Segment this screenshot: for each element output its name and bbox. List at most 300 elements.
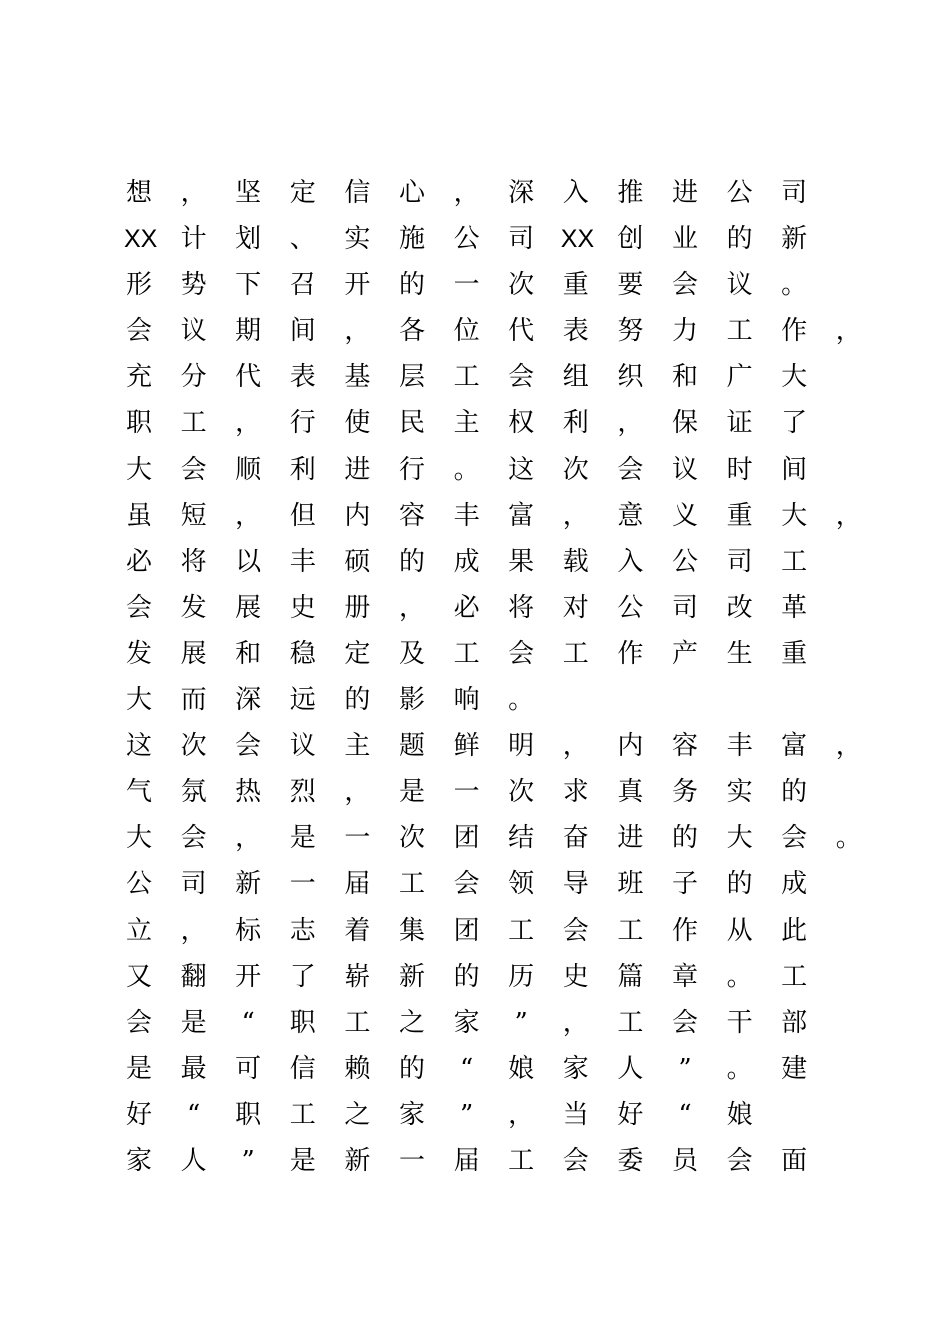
body-text bbox=[124, 170, 862, 1184]
text-glyph: 利 bbox=[562, 408, 589, 439]
text-line bbox=[125, 216, 845, 262]
text-glyph: ， bbox=[562, 500, 589, 531]
text-glyph: “ bbox=[678, 1099, 692, 1130]
text-glyph: 是 bbox=[289, 823, 316, 854]
text-glyph: ， bbox=[508, 1099, 535, 1130]
text-glyph: 此 bbox=[781, 915, 808, 946]
text-line bbox=[125, 170, 845, 216]
text-glyph: 要 bbox=[617, 270, 644, 301]
text-glyph: 次 bbox=[562, 454, 589, 485]
text-glyph: 各 bbox=[398, 316, 425, 347]
text-glyph: 会 bbox=[671, 1007, 698, 1038]
text-glyph: 下 bbox=[235, 270, 262, 301]
text-glyph: 容 bbox=[671, 731, 698, 762]
text-glyph: 进 bbox=[344, 454, 371, 485]
text-glyph: 必 bbox=[453, 592, 480, 623]
text-glyph: 工 bbox=[289, 1099, 316, 1130]
text-glyph: ” bbox=[678, 1053, 692, 1084]
text-glyph: 司 bbox=[671, 592, 698, 623]
text-glyph: 推 bbox=[617, 178, 644, 208]
text-glyph: 一 bbox=[344, 823, 371, 854]
text-glyph: 丰 bbox=[453, 500, 480, 531]
text-glyph: 。 bbox=[726, 1053, 753, 1084]
text-glyph: 是 bbox=[180, 1007, 207, 1038]
text-glyph: 将 bbox=[180, 546, 207, 577]
text-glyph: ， bbox=[835, 731, 862, 762]
text-glyph: ， bbox=[344, 316, 371, 347]
text-glyph: 会 bbox=[562, 1145, 589, 1176]
text-glyph: 广 bbox=[726, 362, 753, 393]
text-line bbox=[125, 1092, 845, 1138]
text-glyph: 这 bbox=[125, 731, 152, 762]
text-glyph: 表 bbox=[289, 362, 316, 393]
text-glyph: 议 bbox=[180, 316, 207, 347]
text-glyph: 革 bbox=[781, 592, 808, 623]
text-glyph: 会 bbox=[508, 362, 535, 393]
text-glyph: 重 bbox=[781, 638, 808, 669]
text-glyph: 展 bbox=[235, 592, 262, 623]
text-glyph: 果 bbox=[508, 546, 535, 577]
text-glyph: 会 bbox=[671, 270, 698, 301]
text-glyph: 代 bbox=[235, 362, 262, 393]
text-glyph: 改 bbox=[726, 592, 753, 623]
text-glyph: 工 bbox=[344, 1007, 371, 1038]
text-glyph: 入 bbox=[617, 546, 644, 577]
text-glyph: 届 bbox=[344, 869, 371, 900]
text-glyph: 氛 bbox=[180, 777, 207, 808]
text-line bbox=[125, 723, 862, 769]
text-glyph: 的 bbox=[781, 777, 808, 808]
text-glyph: 虽 bbox=[125, 500, 152, 531]
text-glyph: 的 bbox=[671, 823, 698, 854]
text-glyph: 的 bbox=[398, 270, 425, 301]
text-glyph: 最 bbox=[180, 1053, 207, 1084]
text-line bbox=[125, 447, 845, 493]
text-glyph: 短 bbox=[180, 500, 207, 531]
text-glyph: 发 bbox=[125, 638, 152, 669]
text-glyph: 又 bbox=[125, 961, 152, 992]
text-glyph: 员 bbox=[671, 1145, 698, 1176]
text-glyph: 期 bbox=[235, 316, 262, 347]
text-glyph: 家 bbox=[125, 1145, 152, 1176]
text-glyph: 坚 bbox=[235, 178, 262, 208]
text-glyph: 工 bbox=[617, 915, 644, 946]
text-glyph: 公 bbox=[453, 224, 480, 255]
text-glyph: 努 bbox=[617, 316, 644, 347]
text-glyph: 之 bbox=[344, 1099, 371, 1130]
text-glyph: 而 bbox=[180, 685, 207, 716]
text-glyph: 司 bbox=[726, 546, 753, 577]
text-glyph: 表 bbox=[562, 316, 589, 347]
text-glyph: 工 bbox=[562, 638, 589, 669]
text-glyph: 的 bbox=[398, 546, 425, 577]
text-glyph: 组 bbox=[562, 362, 589, 393]
text-glyph: 真 bbox=[617, 777, 644, 808]
text-line bbox=[125, 861, 845, 907]
text-glyph: ， bbox=[398, 592, 425, 623]
text-glyph: 以 bbox=[235, 546, 262, 577]
text-glyph: 章 bbox=[671, 961, 698, 992]
text-glyph: 公 bbox=[726, 178, 753, 208]
text-glyph: 入 bbox=[562, 178, 589, 208]
text-glyph: ， bbox=[235, 408, 262, 439]
text-glyph: 民 bbox=[398, 408, 425, 439]
text-glyph: 义 bbox=[671, 500, 698, 531]
text-glyph: 届 bbox=[453, 1145, 480, 1176]
text-glyph: 公 bbox=[671, 546, 698, 577]
text-glyph: 保 bbox=[671, 408, 698, 439]
text-glyph: 次 bbox=[508, 270, 535, 301]
text-glyph: 司 bbox=[781, 178, 808, 208]
text-glyph: 领 bbox=[508, 869, 535, 900]
text-line bbox=[125, 954, 845, 1000]
text-glyph: 工 bbox=[180, 408, 207, 439]
text-glyph: 位 bbox=[453, 316, 480, 347]
text-line bbox=[125, 769, 845, 815]
text-glyph: ， bbox=[180, 178, 207, 208]
text-glyph: 对 bbox=[562, 592, 589, 623]
text-glyph: 会 bbox=[726, 1145, 753, 1176]
text-glyph: 容 bbox=[398, 500, 425, 531]
text-glyph: 会 bbox=[180, 823, 207, 854]
text-glyph: 。 bbox=[835, 823, 862, 854]
text-glyph: 历 bbox=[508, 961, 535, 992]
text-glyph: 议 bbox=[289, 731, 316, 762]
text-glyph: 远 bbox=[289, 685, 316, 716]
text-glyph: 计 bbox=[180, 224, 207, 255]
text-glyph: 好 bbox=[125, 1099, 152, 1130]
text-glyph: ” bbox=[459, 1099, 474, 1130]
text-glyph: 会 bbox=[508, 638, 535, 669]
text-glyph: 开 bbox=[344, 270, 371, 301]
text-line bbox=[125, 262, 845, 308]
text-glyph: XX bbox=[124, 225, 158, 254]
text-line bbox=[125, 1046, 845, 1092]
text-glyph: ， bbox=[344, 777, 371, 808]
text-glyph: 力 bbox=[671, 316, 698, 347]
text-glyph: ， bbox=[562, 731, 589, 762]
text-glyph: 重 bbox=[562, 270, 589, 301]
text-glyph: 工 bbox=[726, 316, 753, 347]
text-glyph: 定 bbox=[344, 638, 371, 669]
text-glyph: 赖 bbox=[344, 1053, 371, 1084]
text-glyph: 议 bbox=[671, 454, 698, 485]
text-glyph: 标 bbox=[235, 915, 262, 946]
text-glyph: ， bbox=[617, 408, 644, 439]
text-glyph: 娘 bbox=[726, 1099, 753, 1130]
text-glyph: 人 bbox=[617, 1053, 644, 1084]
text-glyph: 崭 bbox=[344, 961, 371, 992]
text-glyph: “ bbox=[186, 1099, 201, 1130]
text-glyph: 想 bbox=[125, 178, 152, 208]
text-glyph: 立 bbox=[125, 915, 152, 946]
text-glyph: 是 bbox=[289, 1145, 316, 1176]
text-glyph: 的 bbox=[726, 224, 753, 255]
text-glyph: 了 bbox=[781, 408, 808, 439]
text-glyph: 鲜 bbox=[453, 731, 480, 762]
text-glyph: 职 bbox=[235, 1099, 262, 1130]
text-glyph: 作 bbox=[617, 638, 644, 669]
text-glyph: 时 bbox=[726, 454, 753, 485]
text-glyph: 作 bbox=[781, 316, 808, 347]
text-glyph: 业 bbox=[671, 224, 698, 255]
text-glyph: 但 bbox=[289, 500, 316, 531]
text-glyph: 势 bbox=[180, 270, 207, 301]
text-glyph: 大 bbox=[125, 823, 152, 854]
text-glyph: 委 bbox=[617, 1145, 644, 1176]
text-glyph: 工 bbox=[781, 546, 808, 577]
text-glyph: 层 bbox=[398, 362, 425, 393]
text-glyph: 。 bbox=[508, 685, 535, 716]
text-glyph: 会 bbox=[562, 915, 589, 946]
text-glyph: 。 bbox=[781, 270, 808, 301]
text-glyph: 篇 bbox=[617, 961, 644, 992]
text-glyph: 的 bbox=[453, 961, 480, 992]
text-glyph: 充 bbox=[125, 362, 152, 393]
text-glyph: 史 bbox=[562, 961, 589, 992]
text-glyph: 行 bbox=[398, 454, 425, 485]
text-glyph: 信 bbox=[289, 1053, 316, 1084]
text-glyph: 展 bbox=[180, 638, 207, 669]
text-glyph: 建 bbox=[781, 1053, 808, 1084]
text-glyph: 会 bbox=[235, 731, 262, 762]
text-glyph: 织 bbox=[617, 362, 644, 393]
text-line bbox=[125, 1138, 845, 1184]
text-glyph: 烈 bbox=[289, 777, 316, 808]
text-glyph: 响 bbox=[453, 685, 480, 716]
text-glyph: 会 bbox=[617, 454, 644, 485]
text-glyph: 召 bbox=[289, 270, 316, 301]
text-glyph: 开 bbox=[235, 961, 262, 992]
text-glyph: 形 bbox=[125, 270, 152, 301]
text-glyph: 工 bbox=[453, 638, 480, 669]
text-glyph: 集 bbox=[398, 915, 425, 946]
text-glyph: 面 bbox=[781, 1145, 808, 1176]
text-glyph: 丰 bbox=[289, 546, 316, 577]
text-glyph: 翻 bbox=[180, 961, 207, 992]
text-glyph: 进 bbox=[671, 178, 698, 208]
text-glyph: 班 bbox=[617, 869, 644, 900]
text-glyph: ” bbox=[241, 1145, 255, 1176]
text-glyph: 团 bbox=[453, 823, 480, 854]
text-glyph: 行 bbox=[289, 408, 316, 439]
text-glyph: 实 bbox=[344, 224, 371, 255]
text-glyph: 家 bbox=[398, 1099, 425, 1130]
text-glyph: 可 bbox=[235, 1053, 262, 1084]
text-glyph: 气 bbox=[125, 777, 152, 808]
text-glyph: 。 bbox=[453, 454, 480, 485]
text-glyph: 司 bbox=[180, 869, 207, 900]
text-glyph: 求 bbox=[562, 777, 589, 808]
text-glyph: 次 bbox=[180, 731, 207, 762]
text-glyph: ， bbox=[835, 316, 862, 347]
text-glyph: ， bbox=[235, 500, 262, 531]
text-line bbox=[125, 1000, 845, 1046]
text-line bbox=[125, 354, 845, 400]
text-glyph: 结 bbox=[508, 823, 535, 854]
text-glyph: 新 bbox=[781, 224, 808, 255]
text-glyph: 利 bbox=[289, 454, 316, 485]
text-glyph: 明 bbox=[508, 731, 535, 762]
text-glyph: 公 bbox=[617, 592, 644, 623]
text-glyph: 内 bbox=[344, 500, 371, 531]
text-glyph: 一 bbox=[289, 869, 316, 900]
text-line bbox=[125, 493, 862, 539]
text-glyph: 是 bbox=[398, 777, 425, 808]
text-glyph: 载 bbox=[562, 546, 589, 577]
text-glyph: 大 bbox=[125, 685, 152, 716]
text-glyph: 家 bbox=[562, 1053, 589, 1084]
text-glyph: 志 bbox=[289, 915, 316, 946]
text-glyph: 工 bbox=[617, 1007, 644, 1038]
text-glyph: 这 bbox=[508, 454, 535, 485]
text-glyph: 创 bbox=[617, 224, 644, 255]
text-glyph: 热 bbox=[235, 777, 262, 808]
text-glyph: 部 bbox=[781, 1007, 808, 1038]
text-glyph: 生 bbox=[726, 638, 753, 669]
text-glyph: 丰 bbox=[726, 731, 753, 762]
text-glyph: 工 bbox=[398, 869, 425, 900]
text-glyph: 和 bbox=[671, 362, 698, 393]
text-glyph: “ bbox=[241, 1007, 255, 1038]
text-glyph: 定 bbox=[289, 178, 316, 208]
text-line bbox=[125, 308, 862, 354]
text-glyph: ， bbox=[562, 1007, 589, 1038]
text-glyph: 证 bbox=[726, 408, 753, 439]
text-glyph: 内 bbox=[617, 731, 644, 762]
text-glyph: 职 bbox=[289, 1007, 316, 1038]
text-glyph: 会 bbox=[453, 869, 480, 900]
text-line bbox=[125, 631, 845, 677]
text-glyph: 一 bbox=[453, 777, 480, 808]
text-glyph: 信 bbox=[344, 178, 371, 208]
text-glyph: 次 bbox=[508, 777, 535, 808]
text-glyph: 工 bbox=[508, 915, 535, 946]
text-glyph: 影 bbox=[398, 685, 425, 716]
text-glyph: XX bbox=[560, 225, 595, 254]
text-glyph: ， bbox=[453, 178, 480, 208]
text-glyph: 的 bbox=[398, 1053, 425, 1084]
text-glyph: 之 bbox=[398, 1007, 425, 1038]
text-glyph: 人 bbox=[180, 1145, 207, 1176]
text-glyph: 会 bbox=[125, 316, 152, 347]
text-glyph: 划 bbox=[235, 224, 262, 255]
text-glyph: 、 bbox=[289, 224, 316, 255]
text-glyph: 主 bbox=[344, 731, 371, 762]
text-glyph: 大 bbox=[781, 500, 808, 531]
text-glyph: 会 bbox=[781, 823, 808, 854]
text-glyph: ” bbox=[514, 1007, 528, 1038]
text-glyph: 大 bbox=[726, 823, 753, 854]
text-glyph: 好 bbox=[617, 1099, 644, 1130]
text-glyph: 成 bbox=[453, 546, 480, 577]
text-glyph: 议 bbox=[726, 270, 753, 301]
text-glyph: ， bbox=[180, 915, 207, 946]
text-glyph: 使 bbox=[344, 408, 371, 439]
text-glyph: 干 bbox=[726, 1007, 753, 1038]
text-glyph: 施 bbox=[398, 224, 425, 255]
text-glyph: 意 bbox=[617, 500, 644, 531]
text-glyph: 职 bbox=[125, 408, 152, 439]
text-glyph: 工 bbox=[781, 961, 808, 992]
text-glyph: 间 bbox=[781, 454, 808, 485]
text-glyph: 的 bbox=[344, 685, 371, 716]
text-glyph: 间 bbox=[289, 316, 316, 347]
text-glyph: 。 bbox=[726, 961, 753, 992]
text-glyph: 新 bbox=[398, 961, 425, 992]
text-glyph: 新 bbox=[344, 1145, 371, 1176]
text-glyph: 大 bbox=[781, 362, 808, 393]
text-line bbox=[125, 585, 845, 631]
text-glyph: 实 bbox=[726, 777, 753, 808]
text-glyph: 硕 bbox=[344, 546, 371, 577]
text-glyph: 将 bbox=[508, 592, 535, 623]
text-glyph: 和 bbox=[235, 638, 262, 669]
text-glyph: 及 bbox=[398, 638, 425, 669]
text-glyph: 成 bbox=[781, 869, 808, 900]
text-glyph: 代 bbox=[508, 316, 535, 347]
text-glyph: 心 bbox=[398, 178, 425, 208]
text-glyph: 稳 bbox=[289, 638, 316, 669]
text-glyph: 重 bbox=[726, 500, 753, 531]
text-glyph: 导 bbox=[562, 869, 589, 900]
text-glyph: “ bbox=[459, 1053, 474, 1084]
text-glyph: 作 bbox=[671, 915, 698, 946]
text-glyph: 主 bbox=[453, 408, 480, 439]
text-glyph: 发 bbox=[180, 592, 207, 623]
text-glyph: 新 bbox=[235, 869, 262, 900]
text-glyph: 娘 bbox=[508, 1053, 535, 1084]
text-glyph: 一 bbox=[398, 1145, 425, 1176]
text-glyph: 从 bbox=[726, 915, 753, 946]
text-glyph: ， bbox=[835, 500, 862, 531]
text-glyph: 工 bbox=[508, 1145, 535, 1176]
text-glyph: 深 bbox=[235, 685, 262, 716]
text-glyph: 公 bbox=[125, 869, 152, 900]
text-glyph: 权 bbox=[508, 408, 535, 439]
text-glyph: 是 bbox=[125, 1053, 152, 1084]
text-line bbox=[125, 539, 845, 585]
text-glyph: 着 bbox=[344, 915, 371, 946]
text-glyph: 一 bbox=[453, 270, 480, 301]
text-glyph: 富 bbox=[508, 500, 535, 531]
text-line bbox=[125, 908, 845, 954]
text-glyph: 务 bbox=[671, 777, 698, 808]
text-glyph: 产 bbox=[671, 638, 698, 669]
text-line bbox=[125, 815, 862, 861]
text-glyph: 顺 bbox=[235, 454, 262, 485]
text-glyph: ， bbox=[235, 823, 262, 854]
text-glyph: 史 bbox=[289, 592, 316, 623]
text-glyph: 必 bbox=[125, 546, 152, 577]
text-glyph: 司 bbox=[508, 224, 535, 255]
text-glyph: 团 bbox=[453, 915, 480, 946]
text-glyph: 了 bbox=[289, 961, 316, 992]
text-glyph: 进 bbox=[617, 823, 644, 854]
text-glyph: 富 bbox=[781, 731, 808, 762]
text-glyph: 会 bbox=[125, 1007, 152, 1038]
text-glyph: 当 bbox=[562, 1099, 589, 1130]
text-glyph: 工 bbox=[453, 362, 480, 393]
text-glyph: 次 bbox=[398, 823, 425, 854]
text-glyph: 深 bbox=[508, 178, 535, 208]
text-glyph: 题 bbox=[398, 731, 425, 762]
text-glyph: 的 bbox=[726, 869, 753, 900]
text-glyph: 基 bbox=[344, 362, 371, 393]
text-glyph: 奋 bbox=[562, 823, 589, 854]
text-glyph: 会 bbox=[125, 592, 152, 623]
text-glyph: 大 bbox=[125, 454, 152, 485]
